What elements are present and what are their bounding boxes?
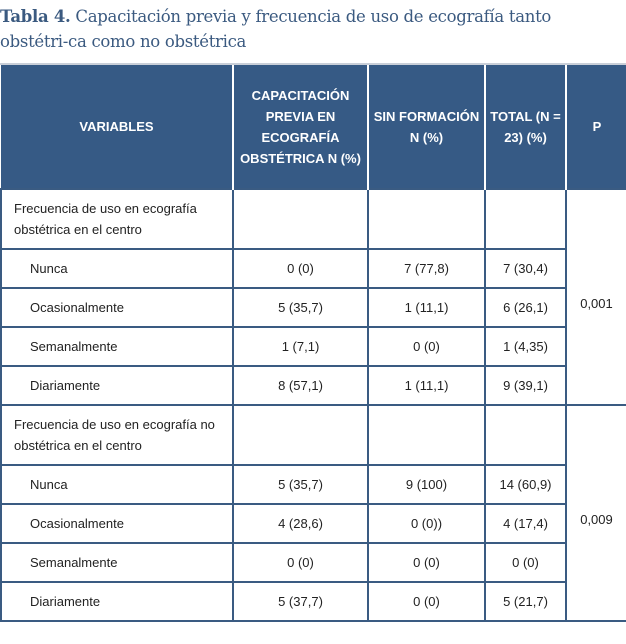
cell-capacitacion: 0 (0) [233,249,368,288]
row-label: Semanalmente [1,543,233,582]
cell-sin-formacion: 1 (11,1) [368,366,485,405]
caption-text: Capacitación previa y frecuencia de uso de ecografía tanto obstétri-ca como no obstétrica [0,7,552,51]
cell-empty [368,405,485,465]
header-total: TOTAL (N = 23) (%) [485,65,566,189]
cell-empty [485,405,566,465]
cell-total: 1 (4,35) [485,327,566,366]
header-variables: VARIABLES [1,65,233,189]
group-row [1,189,626,249]
cell-capacitacion: 8 (57,1) [233,366,368,405]
table-row [1,249,626,288]
table-row [1,288,626,327]
cell-empty [233,405,368,465]
cell-sin-formacion: 0 (0) [368,543,485,582]
table-row [1,582,626,621]
p-value: 0,001 [566,189,626,405]
cell-sin-formacion: 0 (0) [368,327,485,366]
table-row [1,504,626,543]
cell-sin-formacion: 0 (0) [368,582,485,621]
table-row [1,465,626,504]
header-sin-formacion: SIN FORMACIÓN N (%) [368,65,485,189]
cell-empty [368,189,485,249]
cell-sin-formacion: 9 (100) [368,465,485,504]
cell-capacitacion: 5 (35,7) [233,465,368,504]
row-label: Semanalmente [1,327,233,366]
cell-sin-formacion: 0 (0)) [368,504,485,543]
header-capacitacion: CAPACITACIÓN PREVIA EN ECOGRAFÍA OBSTÉTRICA N (%) [233,65,368,189]
cell-sin-formacion: 7 (77,8) [368,249,485,288]
row-label: Ocasionalmente [1,288,233,327]
cell-total: 6 (26,1) [485,288,566,327]
cell-sin-formacion: 1 (11,1) [368,288,485,327]
table-caption [0,4,622,54]
table-row [1,327,626,366]
data-table [0,65,626,622]
row-label: Diariamente [1,366,233,405]
row-label: Diariamente [1,582,233,621]
group-row [1,405,626,465]
cell-total: 7 (30,4) [485,249,566,288]
row-label: Nunca [1,249,233,288]
table-row [1,366,626,405]
cell-capacitacion: 0 (0) [233,543,368,582]
group-label: Frecuencia de uso en ecografía no obstétrica en el centro [1,405,233,465]
group-label: Frecuencia de uso en ecografía obstétrica en el centro [1,189,233,249]
header-row [1,65,626,189]
cell-capacitacion: 5 (37,7) [233,582,368,621]
cell-capacitacion: 1 (7,1) [233,327,368,366]
cell-total: 0 (0) [485,543,566,582]
cell-capacitacion: 4 (28,6) [233,504,368,543]
table-row [1,543,626,582]
header-p: P [566,65,626,189]
cell-capacitacion: 5 (35,7) [233,288,368,327]
cell-empty [233,189,368,249]
cell-empty [485,189,566,249]
cell-total: 14 (60,9) [485,465,566,504]
cell-total: 5 (21,7) [485,582,566,621]
row-label: Ocasionalmente [1,504,233,543]
cell-total: 4 (17,4) [485,504,566,543]
caption-label: Tabla 4. [0,7,71,26]
row-label: Nunca [1,465,233,504]
p-value: 0,009 [566,405,626,621]
cell-total: 9 (39,1) [485,366,566,405]
